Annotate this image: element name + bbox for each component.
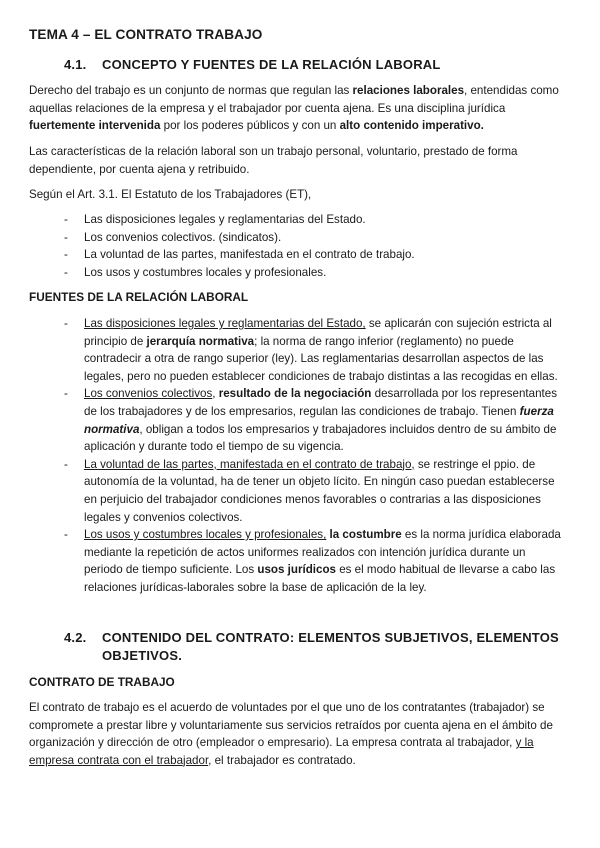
dash-bullet: - <box>64 387 68 401</box>
underlined-term: La voluntad de las partes, manifestada en el contrato de trabajo, <box>84 457 415 471</box>
section-title: CONCEPTO Y FUENTES DE LA RELACIÓN LABORAL <box>102 57 441 72</box>
text-run: ; la norma de rango inferior (reglamento) no puede contradecir a otra de rango superior (ley). Las reglamentarias desarrollan aspectos de las legales, pero no pueden establecer condiciones de trabajo distintas a las recogidas en ellas. <box>84 334 558 383</box>
fuentes-heading: FUENTES DE LA RELACIÓN LABORAL <box>29 290 249 304</box>
text-run: es el modo habitual de llevarse a cabo las relaciones jurídicas-laborales sobre la base de aplicación de la ley. <box>84 563 556 594</box>
list-item <box>0 246 565 264</box>
text-run: por los poderes públicos y con un <box>160 119 340 133</box>
underlined-term: Los usos y costumbres locales y profesionales, <box>84 528 327 542</box>
contrato-paragraph <box>29 699 574 769</box>
text-run: es la norma jurídica elaborada mediante la repetición de actos uniformes realizados con intención jurídica durante un periodo de tiempo suficiente. Los <box>84 528 561 577</box>
section-heading-4-1 <box>64 57 441 72</box>
section-title: CONTENIDO DEL CONTRATO: ELEMENTOS SUBJETIVOS, ELEMENTOS OBJETIVOS. <box>102 630 559 663</box>
sources-list <box>0 211 600 281</box>
section-number: 4.2. <box>64 630 87 645</box>
underlined-term: y la empresa contrata con el trabajador <box>29 736 534 767</box>
bold-term: alto contenido imperativo. <box>339 119 484 133</box>
dash-bullet: - <box>64 265 68 279</box>
document-title: TEMA 4 – EL CONTRATO TRABAJO <box>29 27 263 42</box>
dash-bullet: - <box>64 248 68 262</box>
bold-term: resultado de la negociación <box>218 387 372 401</box>
list-item-text: Las disposiciones legales y reglamentarias del Estado. <box>84 213 366 226</box>
text-run: , el trabajador es contratado. <box>208 753 356 767</box>
list-item <box>0 456 565 526</box>
dash-bullet: - <box>64 230 68 244</box>
text-run: se restringe el ppio. de autonomía de la voluntad, ha de tener un objeto lícito. En ningún caso puedan establecerse en perjuicio del trabajador condiciones menos favorables o contrarias a las disposiciones legales y convenios colectivos. <box>84 457 555 524</box>
bold-italic-term: fuerza normativa <box>84 404 554 436</box>
section-heading-4-2 <box>64 629 572 665</box>
dash-bullet: - <box>64 457 68 471</box>
contrato-heading: CONTRATO DE TRABAJO <box>29 675 175 689</box>
characteristics-paragraph: Las características de la relación laboral son un trabajo personal, voluntario, prestado de forma dependiente, por cuenta ajena y retribuido. <box>29 145 518 176</box>
dash-bullet: - <box>64 317 68 330</box>
underlined-term: Las disposiciones legales y reglamentarias del Estado, <box>84 317 366 330</box>
fuentes-list <box>0 315 600 597</box>
intro-paragraph <box>29 82 574 135</box>
bold-term: usos jurídicos <box>257 563 336 577</box>
text-run: , entendidas como aquellas relaciones de la empresa y el trabajador por cuenta ajena. Es una disciplina jurídica <box>29 84 559 115</box>
bold-term: jerarquía normativa <box>146 334 255 348</box>
list-item-text: Los usos y costumbres locales y profesionales. <box>84 265 327 279</box>
dash-bullet: - <box>64 213 68 226</box>
text-run: , <box>212 387 219 401</box>
article-paragraph: Según el Art. 3.1. El Estatuto de los Trabajadores (ET), <box>29 188 312 201</box>
list-item <box>0 315 565 385</box>
dash-bullet: - <box>64 528 68 542</box>
bold-term: fuertemente intervenida <box>29 119 161 133</box>
section-number: 4.1. <box>64 57 87 72</box>
text-run: Derecho del trabajo es un conjunto de normas que regulan las <box>29 84 353 97</box>
text-run: El contrato de trabajo es el acuerdo de voluntades por el que uno de los contratantes (trabajador) se compromete a prestar libre y voluntariamente sus servicios retraídos por cuenta ajena en el ámbito de organización y dirección de otro (empleador o empresario). La empresa contrata al trabajador, <box>29 701 553 750</box>
bold-term: la costumbre <box>326 528 402 542</box>
bold-term: relaciones laborales <box>352 84 465 97</box>
text-run: desarrollada por los representantes de los trabajadores y de los empresarios, regulan las condiciones de trabajo. Tienen <box>84 387 558 418</box>
text-run: se aplicarán con sujeción estricta al principio de <box>84 317 552 348</box>
list-item <box>0 385 565 455</box>
list-item <box>0 526 565 596</box>
list-item-text: La voluntad de las partes, manifestada en el contrato de trabajo. <box>84 248 415 262</box>
text-run: , obligan a todos los empresarios y trabajadores incluidos dentro de su ámbito de aplicación y durante todo el tiempo de su vigencia. <box>84 422 557 454</box>
list-item <box>0 264 565 282</box>
list-item-text: Los convenios colectivos. (sindicatos). <box>84 230 282 244</box>
list-item <box>0 229 565 247</box>
underlined-term: Los convenios colectivos <box>84 387 213 401</box>
list-item <box>0 211 565 229</box>
